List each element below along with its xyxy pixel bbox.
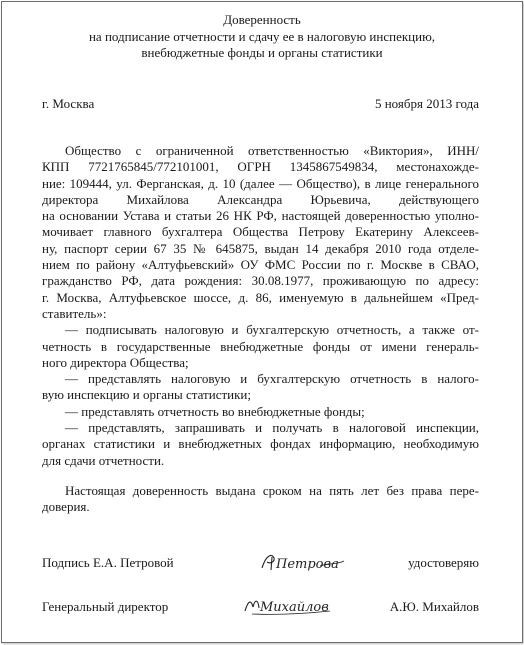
handwritten-signature-mikhailov [242, 593, 334, 619]
body-line: доверия. [42, 499, 90, 515]
document-subtitle-line-2: внебюджетные фонды и органы статистики [141, 45, 383, 60]
body-line: — подписывать налоговую и бухгалтерскую отчетность, а также от- [65, 322, 479, 338]
body-line: КПП 7721765845/772101001, ОГРН 1345867549834, местонахожде- [42, 159, 479, 175]
document-date: 5 ноября 2013 года [374, 96, 479, 111]
director-name: А.Ю. Михайлов [389, 599, 479, 614]
body-line: гражданство РФ, дата рождения: 30.08.1977, проживающую по адресу: [42, 273, 479, 289]
list-item-request-info [42, 420, 479, 469]
document-subtitle-line-1: на подписание отчетности и сдачу ее в налоговую инспекцию, [88, 28, 436, 44]
document-page [1, 1, 523, 643]
handwritten-signature-petrova [258, 549, 350, 575]
body-line: вую инспекцию и органы статистики; [42, 387, 251, 403]
list-item-sign-reports [42, 322, 479, 371]
body-line: ставитель»: [42, 305, 107, 321]
document-body [42, 143, 479, 516]
body-line: — представлять отчетность во внебюджетные фонды; [65, 403, 365, 419]
document-title: Доверенность [223, 12, 301, 27]
main-paragraph [42, 143, 479, 322]
body-line: органах статистики и внебюджетных фондах информацию, необходимую [42, 436, 479, 452]
body-line: — представлять, запрашивать и получать в налоговой инспекции, [65, 420, 479, 436]
body-line: директора Михайлова Александра Юрьевича, действующего [42, 191, 479, 207]
director-title: Генеральный директор [42, 599, 169, 614]
body-line: ного директора Общества; [42, 354, 189, 370]
body-line: Настоящая доверенность выдана сроком на пять лет без права пере- [65, 482, 479, 498]
body-line: для сдачи отчетности. [42, 452, 165, 468]
body-line: нием по району «Алтуфьевский» ОУ ФМС России по г. Москве в СВАО, [42, 257, 479, 273]
document-title-block [2, 12, 522, 62]
body-line: на основании Устава и статьи 26 НК РФ, настоящей доверенностью уполно- [42, 208, 479, 224]
list-item-submit-funds [42, 404, 479, 420]
body-line: ну, паспорт серии 67 35 № 645875, выдан 14 декабря 2010 года отделе- [42, 240, 479, 256]
certify-text: удостоверяю [408, 555, 479, 570]
signature-row-director [42, 597, 479, 621]
body-line: Общество с ограниченной ответственностью «Виктория», ИНН/ [65, 143, 479, 158]
body-line: мочивает главного бухгалтера Общества Петрову Екатерину Алексеев- [42, 224, 479, 240]
signature-row-petrova [42, 553, 479, 577]
svg-text:Михайлов: Михайлов [260, 600, 329, 615]
body-line: — представлять налоговую и бухгалтерскую отчетность в налого- [65, 371, 479, 387]
validity-paragraph [42, 483, 479, 516]
list-item-submit-reports [42, 371, 479, 404]
body-line: г. Москва, Алтуфьевское шоссе, д. 86, именуемую в дальнейшем «Пред- [42, 289, 479, 305]
body-line: четность в государственные внебюджетные фонды от имени генераль- [42, 338, 479, 354]
svg-text:Петрова: Петрова [276, 557, 339, 572]
signature-label: Подпись Е.А. Петровой [42, 555, 174, 570]
body-line: ние: 109444, ул. Ферганская, д. 10 (далее — Общество), в лице генерального [42, 175, 479, 191]
document-place: г. Москва [42, 96, 95, 111]
